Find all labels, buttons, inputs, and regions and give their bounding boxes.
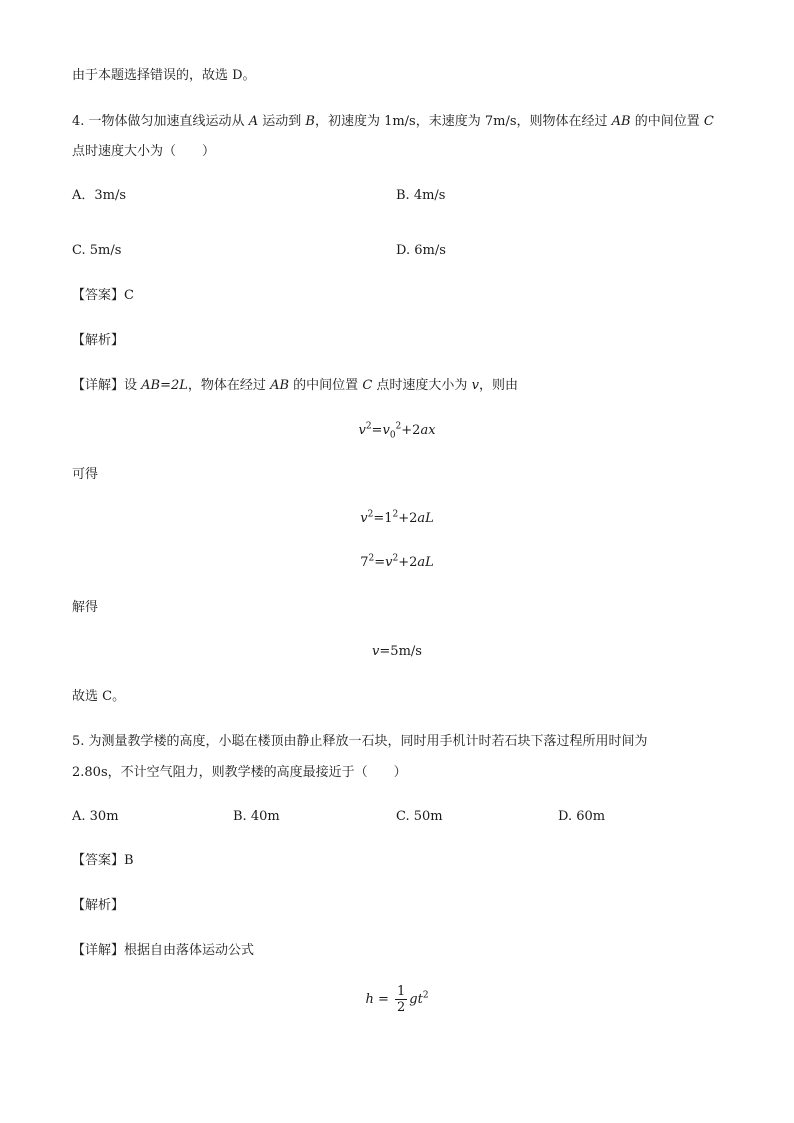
answer-label: 【答案】: [72, 288, 125, 303]
formula-second-half: $7^2=v^2+2aL$: [360, 553, 434, 570]
q4-option-b: B. 4m/s: [396, 188, 446, 203]
detail-velocity: v: [471, 378, 479, 393]
q4-detail: [72, 377, 518, 395]
q4-stem-part: 4. 一物体做匀加速直线运动从: [72, 114, 245, 129]
q5-option-d: D. 60m: [558, 809, 606, 824]
q4-point-c: C: [703, 114, 714, 129]
jiede-label: 解得: [72, 600, 99, 615]
q4-stem-line1: [72, 113, 714, 131]
q5-detail: [72, 942, 254, 960]
detail-segment: AB: [270, 378, 290, 393]
detail-text: ，物体在经过: [187, 378, 266, 393]
q5-analysis-label: 【解析】: [72, 898, 125, 913]
q4-option-a: A．3m/s: [72, 188, 127, 203]
q4-conclusion: 故选 C。: [72, 689, 126, 704]
fraction-one-half: $\frac{1}{2}$: [397, 984, 406, 1015]
answer-value: C: [124, 288, 134, 303]
q4-analysis-label: 【解析】: [72, 333, 125, 348]
q5-option-c: C. 50m: [396, 809, 443, 824]
detail-label: 【详解】: [72, 943, 125, 958]
answer-label: 【答案】: [72, 853, 125, 868]
q4-stem-part: 运动到: [262, 114, 302, 129]
detail-text: ，则由: [478, 378, 518, 393]
q5-stem-line2: 2.80s，不计空气阻力，则教学楼的高度最接近于（ ）: [72, 765, 407, 780]
detail-text: 根据自由落体运动公式: [124, 943, 255, 958]
q4-point-a: A: [248, 114, 259, 129]
q4-segment-ab: AB: [611, 114, 631, 129]
formula-velocity-displacement: $v^2=v_0^2+2ax$: [358, 421, 436, 441]
q4-stem-part: 的中间位置: [634, 114, 700, 129]
q5-answer: [72, 852, 134, 870]
q5-stem-line1: 5. 为测量教学楼的高度，小聪在楼顶由静止释放一石块，同时用手机计时若石块下落过程所用时间为: [72, 734, 648, 749]
q5-option-b: B. 40m: [233, 809, 280, 824]
detail-text: 点时速度大小为: [376, 378, 468, 393]
q4-stem-part: ，初速度为 1m/s，末速度为 7m/s，则物体在经过: [314, 114, 608, 129]
q5-option-a: A. 30m: [72, 809, 119, 824]
detail-label: 【详解】: [72, 378, 125, 393]
detail-text: 设: [124, 378, 138, 393]
previous-conclusion: 由于本题选择错误的，故选 D。: [72, 68, 256, 83]
answer-value: B: [124, 853, 134, 868]
detail-equation: AB=2L: [141, 378, 188, 393]
q4-stem-line2: 点时速度大小为（ ）: [72, 144, 216, 159]
kede-label: 可得: [72, 467, 99, 482]
formula-free-fall: h = $\frac{1}{2}$ $gt^2$: [365, 984, 429, 1015]
q4-option-c: C. 5m/s: [72, 243, 122, 258]
q4-answer: [72, 287, 134, 305]
detail-point: C: [362, 378, 373, 393]
q4-option-d: D. 6m/s: [396, 243, 446, 258]
q4-point-b: B: [305, 114, 315, 129]
formula-first-half: $v^2=1^2+2aL$: [360, 509, 434, 526]
formula-result: v=5m/s: [372, 644, 422, 659]
detail-text: 的中间位置: [293, 378, 359, 393]
